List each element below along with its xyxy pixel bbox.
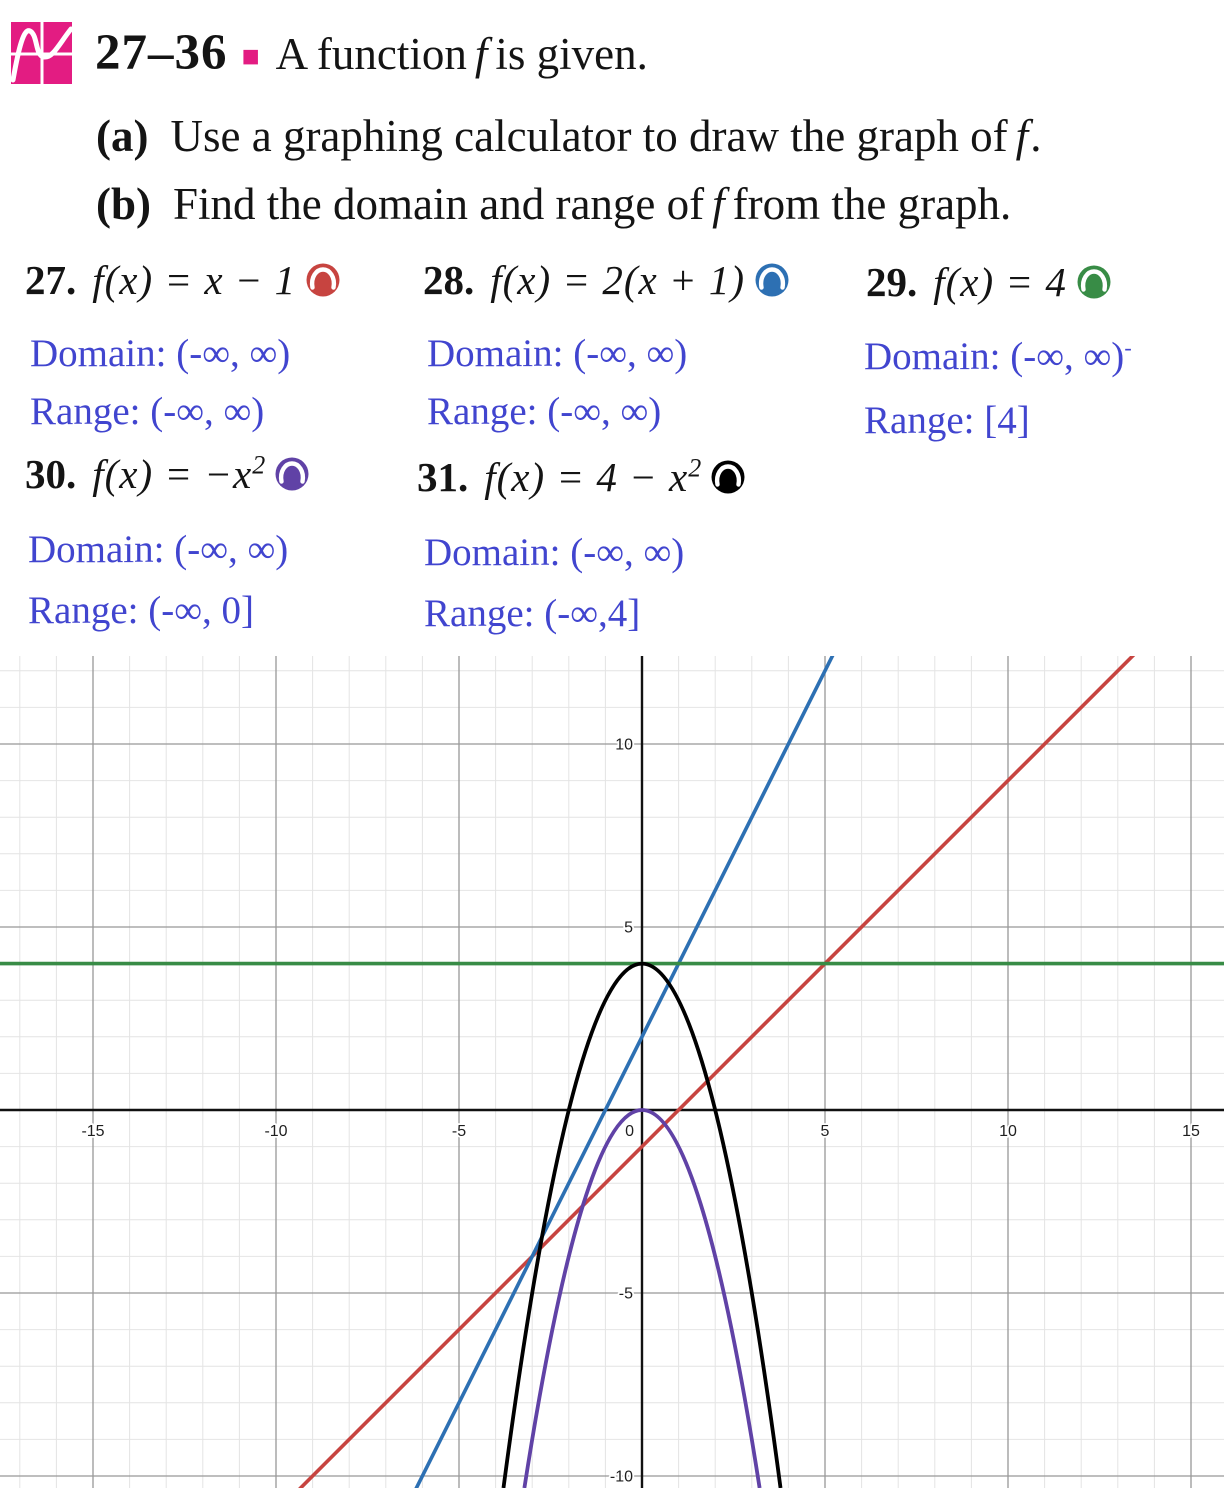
answer-range-29: Range: [4] (864, 399, 1030, 442)
axis-tick-label: 10 (999, 1123, 1017, 1140)
problem-30-equation: 30. $f(x) = -x^2$ (25, 450, 309, 498)
answer-range-31: Range: (-∞,4] (424, 592, 641, 635)
axis-tick-label: 10 (615, 736, 633, 754)
answer-range-28: Range: (-∞, ∞) (427, 390, 662, 433)
answer-domain-31: Domain: (-∞, ∞) (424, 531, 685, 574)
axis-tick-label: -10 (264, 1123, 288, 1140)
answer-range-27: Range: (-∞, ∞) (30, 390, 265, 433)
axis-tick-label: 0 (625, 1123, 634, 1140)
answer-domain-29: Domain: (-∞, ∞)- (864, 335, 1132, 378)
axis-tick-label: 5 (624, 919, 633, 937)
header-title: A function f is given. (275, 29, 648, 79)
graphing-calculator-icon (11, 20, 73, 84)
axis-tick-label: 15 (1182, 1123, 1200, 1140)
problem-29-equation: 29. f(x) = 4 (866, 258, 1111, 306)
instruction-a: (a) Use a graphing calculator to draw the graph of f. (96, 111, 1042, 161)
axis-tick-label: 5 (820, 1123, 830, 1140)
desmos-badge-icon[interactable] (755, 263, 789, 297)
axis-tick-label: -15 (81, 1123, 105, 1140)
problem-27-equation: 27. f(x) = x − 1 (25, 256, 340, 304)
instruction-b: (b) Find the domain and range of f from the graph. (96, 179, 1012, 229)
axis-tick-label: -5 (618, 1285, 633, 1303)
math-f: f (712, 179, 725, 229)
desmos-badge-icon[interactable] (275, 457, 309, 491)
problem-31-equation: 31. $f(x) = 4 - x^2$ (417, 453, 745, 501)
math-f: f (474, 29, 488, 79)
axis-tick-label: -5 (451, 1123, 467, 1140)
desmos-badge-icon[interactable] (1077, 265, 1111, 299)
exercise-range: 27–36 (95, 25, 228, 81)
exercise-header (95, 24, 648, 82)
section-bullet-icon: ■ (241, 40, 260, 73)
math-f: f (1015, 111, 1029, 161)
answer-domain-30: Domain: (-∞, ∞) (28, 528, 289, 571)
answer-domain-28: Domain: (-∞, ∞) (427, 332, 688, 375)
graph-canvas[interactable] (0, 656, 1224, 1488)
answer-domain-27: Domain: (-∞, ∞) (30, 332, 291, 375)
answer-range-30: Range: (-∞, 0] (28, 589, 254, 632)
desmos-badge-icon[interactable] (711, 460, 745, 494)
function-graph[interactable] (0, 656, 1224, 1488)
stray-mark: - (1124, 335, 1132, 360)
desmos-badge-icon[interactable] (306, 263, 340, 297)
axis-tick-label: -10 (609, 1468, 633, 1486)
problem-28-equation: 28. f(x) = 2(x + 1) (423, 256, 789, 304)
